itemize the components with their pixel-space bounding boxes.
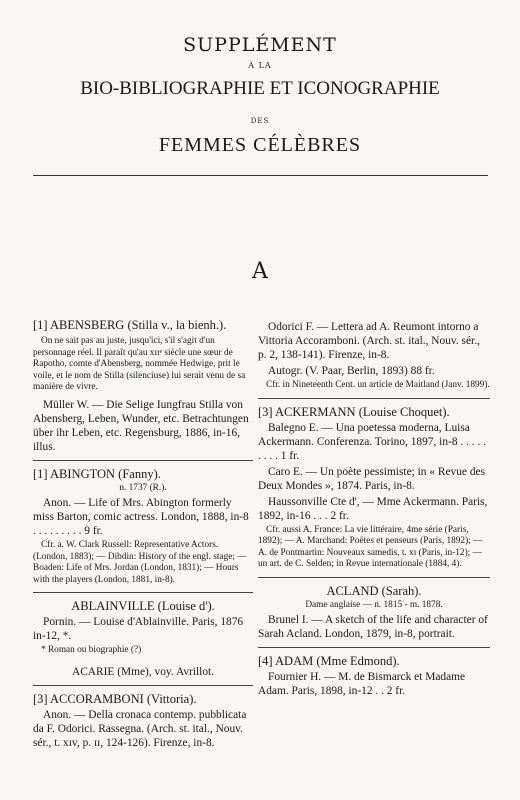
section-letter: A <box>252 259 268 284</box>
title-connector-des: DES <box>250 117 270 125</box>
entry-acarie: ACARIE (Mme), voy. Avrillot. <box>71 665 215 678</box>
entry-heading-ackermann: [3] ACKERMANN (Louise Choquet). <box>258 404 450 419</box>
title-bio-bibliographie: BIO-BIBLIOGRAPHIE ET ICONOGRAPHIE <box>80 78 440 99</box>
entry-heading-adam: [4] ADAM (Mme Edmond). <box>258 654 400 668</box>
title-femmes-celebres: FEMMES CÉLÈBRES <box>158 134 362 156</box>
entry-ref-pornin: Pornin. — Louise d'Ablainville. Paris, 1876 in-12, *. <box>33 616 244 642</box>
entry-heading-acland: ACLAND (Sarah). <box>326 583 422 598</box>
entry-ref-brunel: Brunel I. — A sketch of the life and character of Sarah Acland. London, 1879, in-8, portrait. <box>258 614 488 640</box>
entry-cfr-abington: Cfr. a. W. Clark Russell: Representative Actors. (London, 1883); — Dibdin: History of the engl. stage; — Boaden: Life of Mrs. Jordan (London, 1831); — Hours with the players (London, 1881, in-8). <box>33 540 247 585</box>
entry-note-abensberg: On ne sait pas au juste, jusqu'ici, s'il s'agit d'un personnage réel. Il paraît qu'au xɪɪᵉ siècle une sœur de Rapotho, comte d'Abensberg, nommée Hedwige, prit le voile, et le nom de Stilla (silenciuse) lui serait venu de sa manière de vivre. <box>33 336 246 392</box>
entry-heading-abensberg: [1] ABENSBERG (Stilla v., la bienh.). <box>33 318 227 332</box>
entry-ref-accoramboni: Anon. — Della cronaca contemp. pubblicata da F. Odorici. Rassegna. (Arch. st. ital., Nouv. sér., t. xɪv, p. ɪɪ, 124-126). Firenze, in-8. <box>33 708 247 749</box>
title-connector-a-la: À LA <box>248 61 272 70</box>
entry-birth-abington: n. 1737 (R.). <box>119 482 167 493</box>
entry-divider <box>258 647 490 648</box>
entry-ref-balegno: Balegno E. — Una poetessa moderna, Luisa Ackermann. Conferenza. Torino, 1897, in-8 . . . . . . . . . 1 fr. <box>258 421 487 462</box>
entry-ref-mueller: Müller W. — Die Selige Iungfrau Stilla von Abensberg, Leben, Wunder, etc. Betrachtungen über ihr Leben, etc. Regensburg, 1886, in-16, illus. <box>33 398 249 453</box>
left-column <box>33 318 253 752</box>
supplement-title: SUPPLÉMENT <box>183 34 337 56</box>
title-rule <box>33 175 488 176</box>
entry-note-ablainville: * Roman ou biographie (?) <box>41 645 142 655</box>
entry-ref-odorici: Odorici F. — Lettera ad A. Reumont intorno a Vittoria Accoramboni. (Arch. st. ital., Nouv. sér., p. 2, 138-141). Firenze, in-8. <box>258 321 480 361</box>
entry-divider <box>258 398 490 399</box>
entry-heading-accoramboni: [3] ACCORAMBONI (Vittoria). <box>33 691 197 706</box>
right-column <box>258 318 490 700</box>
entry-autograph: Autogr. (V. Paar, Berlin, 1893) 88 fr. <box>268 365 435 377</box>
entry-divider <box>33 685 253 686</box>
entry-ref-haussonville: Haussonville Cte d', — Mme Ackermann. Paris, 1892, in-16 . . . 2 fr. <box>258 495 488 522</box>
entry-ref-abington: Anon. — Life of Mrs. Abington formerly miss Barton, comic actress. London, 1888, in-8 . . . . . . . . . 9 fr. <box>33 497 249 537</box>
entry-cfr-ackermann: Cfr. aussi A. France: La vie littéraire, 4me série (Paris, 1892); — A. Marchand: Poëtes et penseurs (Paris, 1892); — A. de Pontmartin: Nouveaux samedis, t. xɪ (Paris, in-12); — un art. de C. Selden; in Revue internationale (1884, 4). <box>258 524 483 569</box>
entry-divider <box>33 460 253 461</box>
entry-heading-abington: [1] ABINGTON (Fanny). <box>33 466 161 481</box>
entry-divider <box>33 592 253 593</box>
entry-ref-fournier: Fournier H. — M. de Bismarck et Madame Adam. Paris, 1898, in-12 . . 2 fr. <box>258 671 466 697</box>
entry-divider <box>258 577 490 578</box>
entry-heading-ablainville: ABLAINVILLE (Louise d'). <box>71 599 215 613</box>
entry-ref-caro: Caro E. — Un poète pessimiste; in « Revue des Deux Mondes », 1874. Paris, in-8. <box>258 465 486 492</box>
entry-cfr-autograph: Cfr. in Nineteenth Cent. un article de Maitland (Janv. 1899). <box>266 380 490 390</box>
entry-dates-acland: Dame anglaise — n. 1815 - m. 1878. <box>305 599 443 610</box>
